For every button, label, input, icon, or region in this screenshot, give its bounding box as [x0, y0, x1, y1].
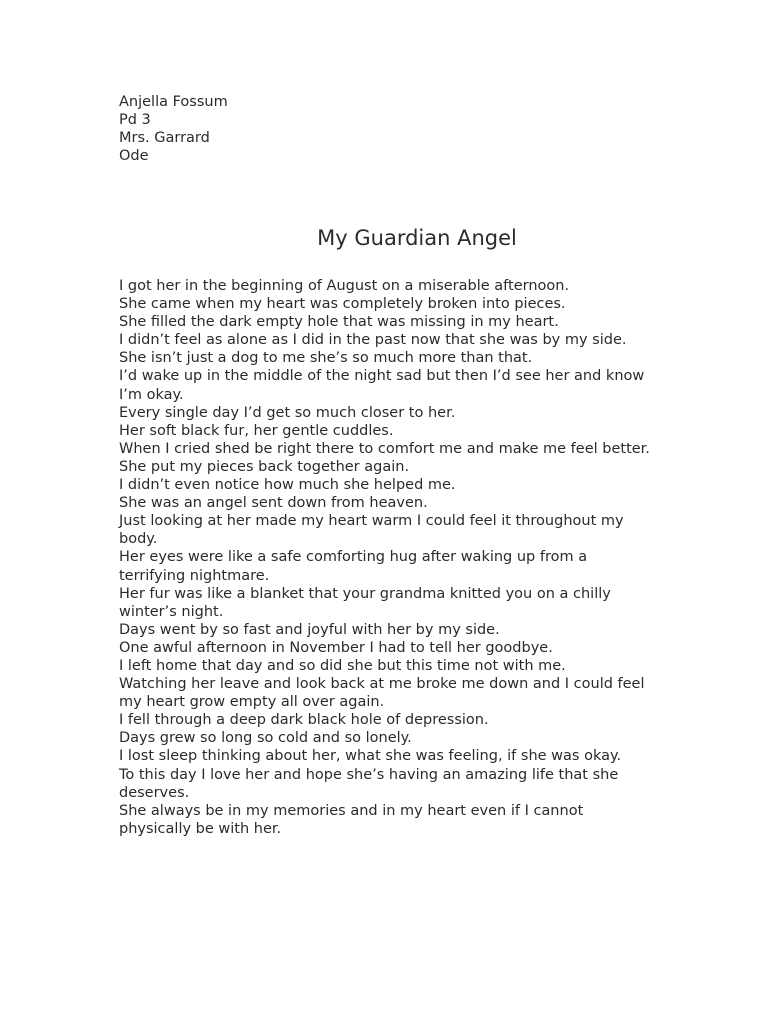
- poem-line: She isn’t just a dog to me she’s so much more than that.: [119, 350, 533, 367]
- assignment-type: Ode: [119, 148, 149, 164]
- author-name: Anjella Fossum: [119, 94, 228, 110]
- poem-line: Days went by so fast and joyful with her by my side.: [119, 621, 500, 638]
- poem-line: She was an angel sent down from heaven.: [119, 495, 428, 512]
- poem-line: terrifying nightmare.: [119, 567, 270, 584]
- poem-line: She put my pieces back together again.: [119, 458, 410, 475]
- poem-line: Just looking at her made my heart warm I could feel it throughout my: [119, 513, 624, 530]
- poem-title: My Guardian Angel: [317, 226, 517, 250]
- poem-line: Her fur was like a blanket that your grandma knitted you on a chilly: [119, 585, 611, 602]
- poem-line: I’d wake up in the middle of the night sad but then I’d see her and know: [119, 368, 645, 385]
- poem-line: One awful afternoon in November I had to tell her goodbye.: [119, 639, 553, 656]
- header-block: [119, 93, 519, 165]
- teacher-name: Mrs. Garrard: [119, 130, 210, 146]
- poem-line: She came when my heart was completely broken into pieces.: [119, 296, 566, 313]
- poem-line: body.: [119, 531, 158, 548]
- poem-line: I lost sleep thinking about her, what she was feeling, if she was okay.: [119, 748, 622, 765]
- poem-line: deserves.: [119, 784, 190, 801]
- poem-line: Her soft black fur, her gentle cuddles.: [119, 422, 394, 439]
- poem-line: physically be with her.: [119, 820, 282, 837]
- poem-line: I’m okay.: [119, 386, 184, 403]
- poem-line: I fell through a deep dark black hole of depression.: [119, 712, 489, 729]
- poem-line: Her eyes were like a safe comforting hug after waking up from a: [119, 549, 588, 566]
- poem-line: To this day I love her and hope she’s having an amazing life that she: [119, 766, 619, 783]
- class-period: Pd 3: [119, 112, 151, 128]
- poem-line: I got her in the beginning of August on a miserable afternoon.: [119, 278, 570, 294]
- poem-line: She always be in my memories and in my heart even if I cannot: [119, 802, 584, 819]
- poem-line: I didn’t feel as alone as I did in the past now that she was by my side.: [119, 332, 627, 349]
- poem-line: I didn’t even notice how much she helped me.: [119, 477, 456, 494]
- poem-line: my heart grow empty all over again.: [119, 694, 385, 711]
- poem-line: I left home that day and so did she but this time not with me.: [119, 657, 566, 674]
- poem-line: Days grew so long so cold and so lonely.: [119, 730, 412, 747]
- poem-line: Every single day I’d get so much closer to her.: [119, 404, 456, 421]
- poem-line: When I cried shed be right there to comfort me and make me feel better.: [119, 440, 650, 457]
- poem-line: Watching her leave and look back at me broke me down and I could feel: [119, 676, 645, 693]
- poem-body: [119, 277, 699, 838]
- poem-line: She filled the dark empty hole that was missing in my heart.: [119, 314, 559, 331]
- poem-line: winter’s night.: [119, 603, 224, 620]
